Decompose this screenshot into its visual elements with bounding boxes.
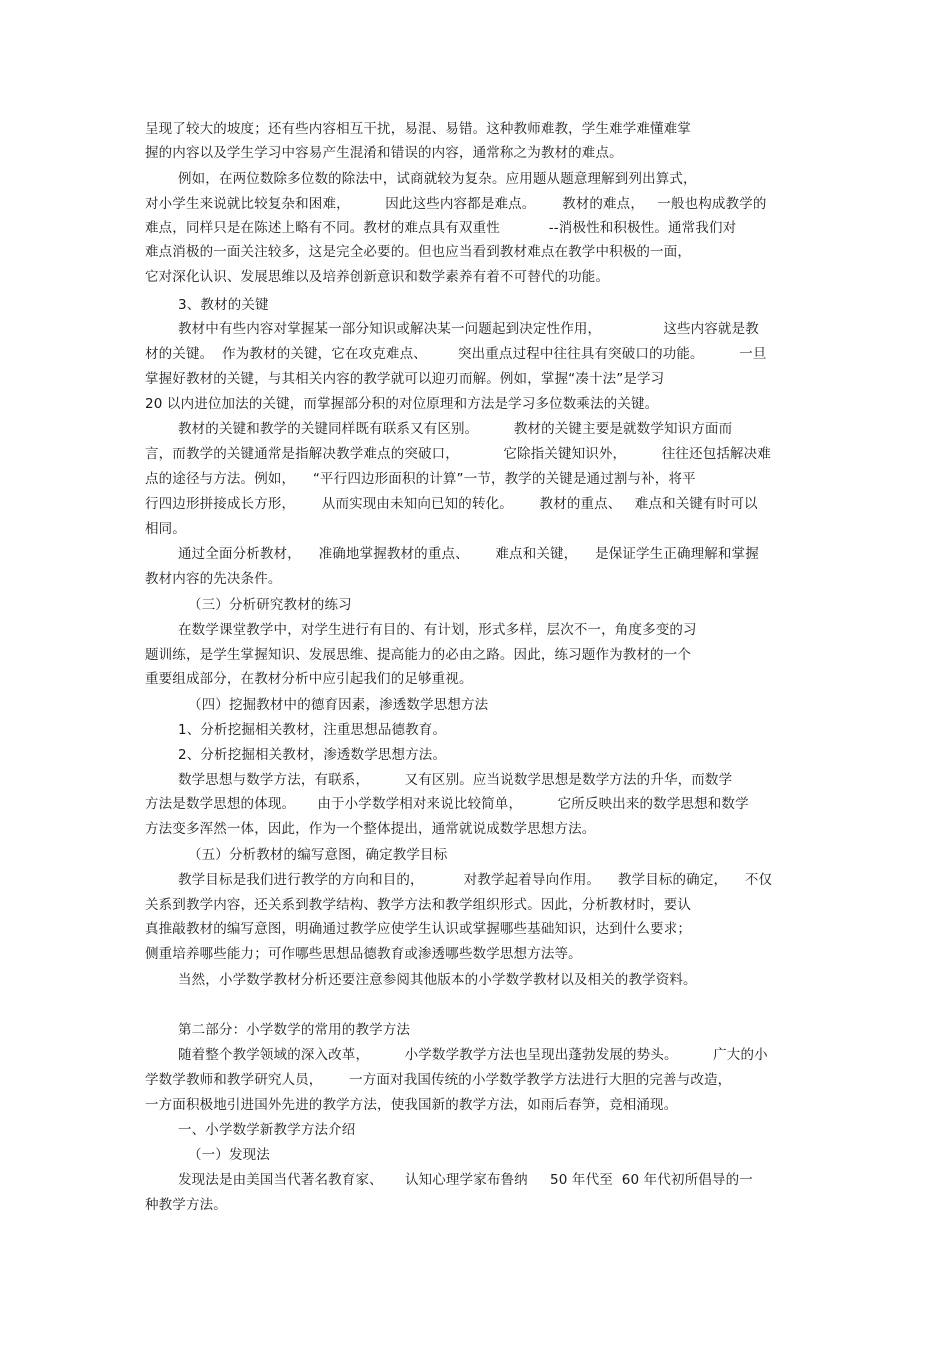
text-line: 教学目标是我们进行教学的方向和目的， 对教学起着导向作用。 教学目标的确定， 不仅 — [178, 872, 773, 888]
text-line: 种教学方法。 — [145, 1197, 227, 1213]
text-line: 握的内容以及学生学习中容易产生混淆和错误的内容，通常称之为教材的难点。 — [145, 145, 623, 161]
text-line: 20 以内进位加法的关键，而掌握部分积的对位原理和方法是学习多位数乘法的关键。 — [145, 396, 659, 412]
text-line: 言，而教学的关键通常是指解决教学难点的突破口， 它除指关键知识外， 往往还包括解决难 — [145, 446, 771, 462]
text-line: 真推敲教材的编写意图，明确通过教学应使学生认识或掌握哪些基础知识，达到什么要求； — [145, 921, 691, 937]
text-line: 点的途径与方法。例如， “平行四边形面积的计算”一节，教学的关键是通过割与补，将平 — [145, 471, 696, 487]
text-line: 掌握好教材的关键，与其相关内容的教学就可以迎刃而解。例如，掌握“凑十法”是学习 — [145, 371, 665, 387]
text-line: 呈现了较大的坡度；还有些内容相互干扰，易混、易错。这种教师难教，学生难学难懂难掌 — [145, 121, 691, 137]
text-line: 当然，小学数学教材分析还要注意参阅其他版本的小学数学教材以及相关的教学资料。 — [178, 972, 697, 988]
section-heading: （五）分析教材的编写意图，确定教学目标 — [188, 847, 448, 863]
text-line: 行四边形拼接成长方形， 从而实现由未知向已知的转化。 教材的重点、 难点和关键有时可以 — [145, 496, 758, 512]
text-line: 教材的关键和教学的关键同样既有联系又有区别。 教材的关键主要是就数学知识方面而 — [178, 421, 733, 437]
text-line: 难点，同样只是在陈述上略有不同。教材的难点具有双重性 --消极性和积极性。通常我们对 — [145, 220, 737, 236]
text-line: 一方面积极地引进国外先进的教学方法，使我国新的教学方法，如雨后春笋，竞相涌现。 — [145, 1097, 678, 1113]
text-line: 题训练，是学生掌握知识、发展思维、提高能力的必由之路。因此，练习题作为教材的一个 — [145, 647, 691, 663]
text-line: 相同。 — [145, 521, 186, 537]
list-item: 1、分析挖掘相关教材，注重思想品德教育。 — [178, 722, 447, 738]
text-line: 它对深化认识、发展思维以及培养创新意识和数学素养有着不可替代的功能。 — [145, 269, 610, 285]
part-heading: 第二部分：小学数学的常用的教学方法 — [178, 1022, 411, 1038]
text-line: 方法是数学思想的体现。 由于小学数学相对来说比较简单， 它所反映出来的数学思想和数学 — [145, 796, 749, 812]
text-line: 侧重培养哪些能力；可作哪些思想品德教育或渗透哪些数学思想方法等。 — [145, 946, 582, 962]
section-heading: （一）发现法 — [188, 1147, 270, 1163]
text-line: 随着整个教学领域的深入改革， 小学数学教学方法也呈现出蓬勃发展的势头。 广大的小 — [178, 1047, 768, 1063]
section-heading: （三）分析研究教材的练习 — [188, 597, 352, 613]
text-line: 学数学教师和教学研究人员， 一方面对我国传统的小学数学教学方法进行大胆的完善与改造， — [145, 1072, 732, 1088]
section-heading: 一、小学数学新教学方法介绍 — [178, 1122, 356, 1138]
text-line: 对小学生来说就比较复杂和困难， 因此这些内容都是难点。 教材的难点， 一般也构成教学的 — [145, 196, 767, 212]
text-line: 发现法是由美国当代著名教育家、 认知心理学家布鲁纳 50 年代至 60 年代初所倡导的一 — [178, 1172, 753, 1188]
text-line: 难点消极的一面关注较多，这是完全必要的。但也应当看到教材难点在教学中积极的一面， — [145, 244, 691, 260]
list-item: 2、分析挖掘相关教材，渗透数学思想方法。 — [178, 747, 447, 763]
section-heading: 3、教材的关键 — [178, 297, 269, 313]
text-line: 在数学课堂教学中，对学生进行有目的、有计划，形式多样，层次不一，角度多变的习 — [178, 622, 697, 638]
section-heading: （四）挖掘教材中的德育因素，渗透数学思想方法 — [188, 697, 489, 713]
text-line: 教材中有些内容对掌握某一部分知识或解决某一问题起到决定性作用， 这些内容就是教 — [178, 321, 759, 337]
text-line: 通过全面分析教材， 准确地掌握教材的重点、 难点和关键， 是保证学生正确理解和掌握 — [178, 546, 759, 562]
text-line: 材的关键。 作为教材的关键，它在攻克难点、 突出重点过程中往往具有突破口的功能。 一旦 — [145, 346, 767, 362]
text-line: 方法变多浑然一体，因此，作为一个整体提出，通常就说成数学思想方法。 — [145, 821, 596, 837]
text-line: 重要组成部分，在教材分析中应引起我们的足够重视。 — [145, 671, 473, 687]
text-line: 教材内容的先决条件。 — [145, 571, 282, 587]
text-line: 关系到教学内容，还关系到教学结构、教学方法和教学组织形式。因此，分析教材时，要认 — [145, 897, 691, 913]
text-line: 例如，在两位数除多位数的除法中，试商就较为复杂。应用题从题意理解到列出算式， — [178, 171, 697, 187]
text-line: 数学思想与数学方法，有联系， 又有区别。应当说数学思想是数学方法的升华，而数学 — [178, 772, 733, 788]
